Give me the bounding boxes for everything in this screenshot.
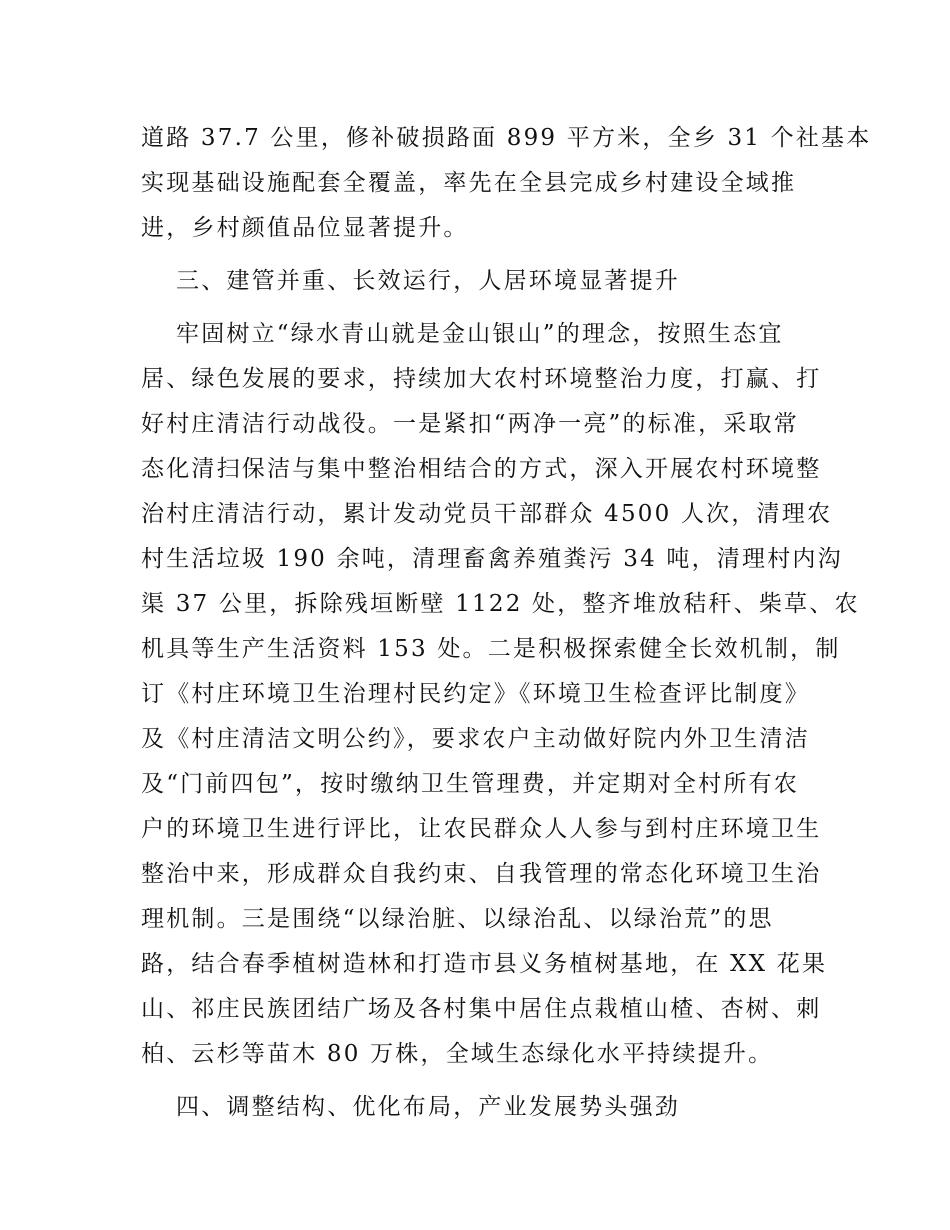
section-heading: 四、调整结构、优化布局，产业发展势头强劲 [176,1094,680,1120]
paragraph-line: 路，结合春季植树造林和打造市县义务植树基地，在 XX 花果 [141,951,828,977]
section-heading: 三、建管并重、长效运行，人居环境显著提升 [176,268,680,294]
paragraph-line: 及《村庄清洁文明公约》，要求农户主动做好院内外卫生清洁 [141,726,810,752]
paragraph-line: 好村庄清洁行动战役。一是紧扣“两净一亮”的标准，采取常 [141,411,799,437]
paragraph-line: 理机制。三是围绕“以绿治脏、以绿治乱、以绿治荒”的思 [141,906,774,932]
paragraph-line: 态化清扫保洁与集中整治相结合的方式，深入开展农村环境整 [141,456,822,482]
paragraph-line: 渠 37 公里，拆除残垣断壁 1122 处，整齐堆放秸秆、柴草、农 [141,591,860,617]
paragraph-line: 进，乡村颜值品位显著提升。 [141,215,469,241]
paragraph-line: 订《村庄环境卫生治理村民约定》《环境卫生检查评比制度》 [141,681,810,707]
paragraph-line: 牢固树立“绿水青山就是金山银山”的理念，按照生态宜 [176,321,784,347]
paragraph-line: 实现基础设施配套全覆盖，率先在全县完成乡村建设全域推 [141,170,797,196]
paragraph-line: 整治中来，形成群众自我约束、自我管理的常态化环境卫生治 [141,861,822,887]
paragraph-line: 道路 37.7 公里，修补破损路面 899 平方米，全乡 31 个社基本 [141,125,872,151]
paragraph-line: 机具等生产生活资料 153 处。二是积极探索健全长效机制，制 [141,636,841,662]
paragraph-line: 居、绿色发展的要求，持续加大农村环境整治力度，打赢、打 [141,366,822,392]
paragraph-line: 村生活垃圾 190 余吨，清理畜禽养殖粪污 34 吨，清理村内沟 [141,546,843,572]
paragraph-line: 治村庄清洁行动，累计发动党员干部群众 4500 人次，清理农 [141,501,833,527]
paragraph-line: 山、祁庄民族团结广场及各村集中居住点栽植山楂、杏树、刺 [141,996,822,1022]
paragraph-line: 户的环境卫生进行评比，让农民群众人人参与到村庄环境卫生 [141,816,822,842]
paragraph-line: 及“门前四包”，按时缴纳卫生管理费，并定期对全村所有农 [141,771,799,797]
paragraph-line: 柏、云杉等苗木 80 万株，全域生态绿化水平持续提升。 [141,1041,774,1067]
